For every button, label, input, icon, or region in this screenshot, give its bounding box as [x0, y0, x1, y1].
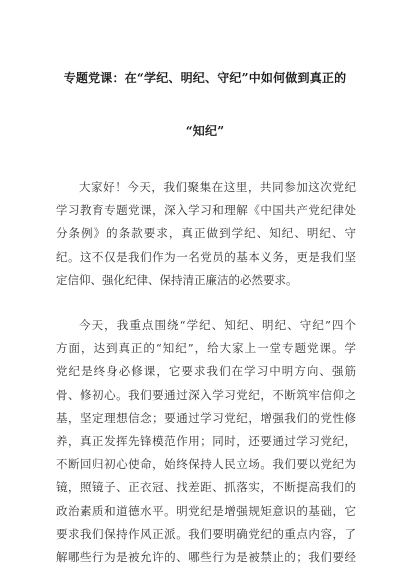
paragraph-line: 骨、修初心。我们要通过深入学习党纪，不断筑牢信仰之 — [56, 387, 356, 402]
paragraph-body — [56, 314, 356, 569]
paragraph-line: 大家好！今天，我们聚集在这里，共同参加这次党纪 — [79, 180, 356, 194]
paragraph-line: 不断回归初心使命，始终保持人民立场。我们要以党纪为 — [56, 457, 356, 472]
paragraph-line: 政治素质和道德水平。明党纪是增强规矩意识的基础，它 — [56, 503, 356, 518]
document-title-line-2: “知纪” — [185, 124, 225, 138]
paragraph-line: 今天，我重点围绕“学纪、知纪、明纪、守纪”四个 — [79, 318, 356, 332]
paragraph-line: 定信仰、强化纪律、保持清正廉洁的必然要求。 — [56, 272, 298, 287]
paragraph-line: 学习教育专题党课，深入学习和理解《中国共产党纪律处 — [56, 203, 356, 218]
paragraph-line: 要求我们保持作风正派。我们要明确党纪的重点内容，了 — [56, 526, 356, 541]
paragraph-line: 纪。这不仅是我们作为一名党员的基本义务，更是我们坚 — [56, 249, 356, 264]
paragraph-line: 解哪些行为是被允许的、哪些行为是被禁止的；我们要经 — [56, 550, 356, 565]
document-title-line-1: 专题党课：在“学纪、明纪、守纪”中如何做到真正的 — [63, 71, 347, 85]
paragraph-line: 方面，达到真正的“知纪”，给大家上一堂专题党课。学 — [56, 341, 356, 356]
paragraph-line: 镜，照镜子、正衣冠、找差距、抓落实，不断提高我们的 — [56, 480, 356, 495]
paragraph-line: 基，坚定理想信念；要通过学习党纪，增强我们的党性修 — [56, 410, 356, 425]
paragraph-line: 养，真正发挥先锋模范作用；同时，还要通过学习党纪， — [56, 434, 356, 449]
paragraph-line: 党纪是终身必修课，它要求我们在学习中明方向、强筋 — [56, 364, 356, 379]
paragraph-intro — [56, 176, 356, 292]
paragraph-line: 分条例》的条款要求，真正做到学纪、知纪、明纪、守 — [56, 226, 356, 241]
